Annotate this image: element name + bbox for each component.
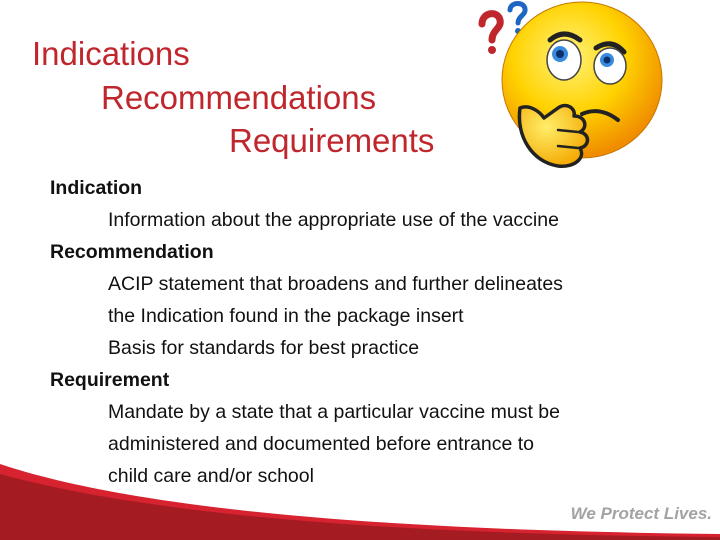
definition-recommendation-basis — [108, 332, 690, 364]
footer-tagline: We Protect Lives. — [570, 504, 712, 523]
title-line-recommendations: Recommendations — [101, 79, 377, 116]
definition-line: Mandate by a state that a particular vaccine must be — [108, 401, 560, 423]
definition-line: Information about the appropriate use of the vaccine — [108, 209, 559, 231]
term-indication: Indication — [50, 177, 143, 199]
definition-indication — [108, 204, 690, 236]
title-line-requirements: Requirements — [229, 122, 435, 159]
definition-line: administered and documented before entrance to — [108, 433, 535, 455]
term-recommendation: Recommendation — [50, 241, 214, 263]
definition-line: Basis for standards for best practice — [108, 337, 420, 359]
body-content — [50, 172, 690, 492]
title-line-indications: Indications — [32, 35, 190, 72]
footer-swoosh — [0, 460, 720, 540]
definition-line: the Indication found in the package insert — [108, 305, 464, 327]
confused-face-icon — [462, 0, 670, 172]
term-requirement: Requirement — [50, 369, 170, 391]
definition-line: child care and/or school — [108, 465, 314, 487]
definition-line: ACIP statement that broadens and further delineates — [108, 273, 563, 295]
definition-recommendation-acip — [108, 268, 690, 332]
